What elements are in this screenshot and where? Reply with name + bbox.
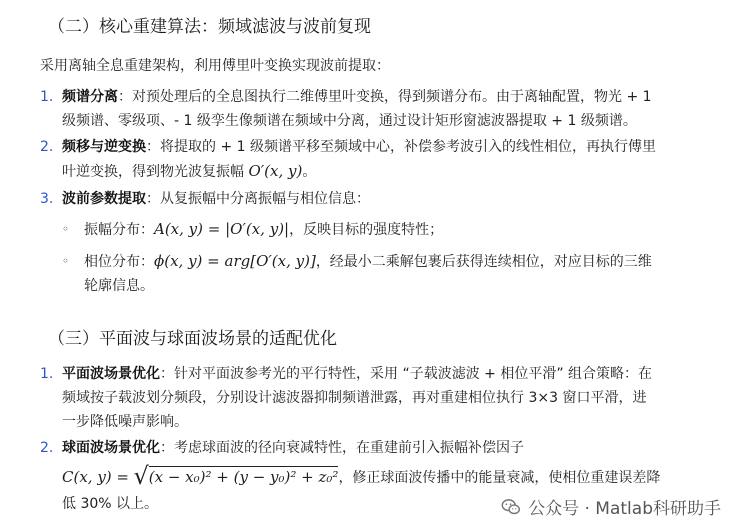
math-expression: C(x, y) =: [62, 468, 129, 486]
item-text: ，修正球面波传播中的能量衰减，使相位重建误差降: [338, 470, 661, 486]
watermark: [500, 494, 721, 519]
section-heading: （三）平面波与球面波场景的适配优化: [48, 329, 337, 349]
sub-text: ，经最小二乘解包裹后获得连续相位，对应目标的三维: [315, 254, 652, 270]
item-text: 。: [302, 164, 317, 180]
list-number: 3.: [40, 191, 54, 207]
item-text: ：对预处理后的全息图执行二维傅里叶变换，得到频谱分布。由于离轴配置，物光 + 1: [118, 89, 652, 105]
list-number: 1.: [40, 366, 54, 382]
list-number: 2.: [40, 440, 54, 456]
item-text: 叶逆变换，得到物光波复振幅: [62, 164, 244, 180]
watermark-text: 公众号 · Matlab科研助手: [528, 499, 721, 519]
wechat-icon: [500, 496, 522, 518]
sqrt-symbol: √: [133, 462, 149, 490]
item-text: 低 30% 以上。: [62, 496, 159, 512]
list-number: 1.: [40, 89, 54, 105]
list-item: [40, 362, 705, 434]
item-text: ：从复振幅中分离振幅与相位信息：: [146, 191, 370, 207]
item-text: 一步降低噪声影响。: [62, 414, 188, 430]
math-expression: A(x, y) = |O′(x, y)|: [154, 220, 290, 238]
list-number: 2.: [40, 139, 54, 155]
item-title: 球面波场景优化: [62, 440, 160, 456]
sub-list-item: [62, 249, 712, 297]
sub-label: 振幅分布：: [84, 222, 154, 238]
item-text: ：考虑球面波的径向衰减特性，在重建前引入振幅补偿因子: [160, 440, 524, 456]
sub-label: 相位分布：: [84, 254, 154, 270]
list-item: [40, 135, 705, 183]
section-heading: （二）核心重建算法：频域滤波与波前复现: [48, 17, 371, 37]
sub-text: 轮廓信息。: [84, 278, 154, 294]
bullet-icon: ◦: [62, 222, 70, 236]
item-title: 频移与逆变换: [62, 139, 146, 155]
list-item: [40, 187, 705, 211]
item-text: ：针对平面波参考光的平行特性，采用 “子载波滤波 + 相位平滑” 组合策略：在: [160, 366, 653, 382]
sub-text: ，反映目标的强度特性；: [289, 222, 444, 238]
item-text: ：将提取的 + 1 级频谱平移至频域中心，补偿参考波引入的线性相位，再执行傅里: [146, 139, 656, 155]
math-expression: ϕ(x, y) = arg[O′(x, y)]: [154, 252, 316, 270]
item-text: 频域按子载波划分频段，分别设计滤波器抑制频谱泄露，再对重建相位执行 3×3 窗口平滑，进: [62, 390, 647, 406]
intro-paragraph: 采用离轴全息重建架构，利用傅里叶变换实现波前提取：: [40, 58, 390, 74]
math-radicand: (x − x₀)² + (y − y₀)² + z₀²: [148, 468, 339, 486]
item-title: 频谱分离: [62, 89, 118, 105]
item-title: 波前参数提取: [62, 191, 146, 207]
sub-list-item: [62, 217, 712, 241]
item-text: 级频谱、零级项、- 1 级孪生像频谱在频域中分离，通过设计矩形窗滤波器提取 + 1 级频谱。: [62, 113, 637, 129]
item-title: 平面波场景优化: [62, 366, 160, 382]
bullet-icon: ◦: [62, 254, 70, 268]
list-item: [40, 85, 705, 133]
math-expression: O′(x, y): [248, 162, 303, 180]
